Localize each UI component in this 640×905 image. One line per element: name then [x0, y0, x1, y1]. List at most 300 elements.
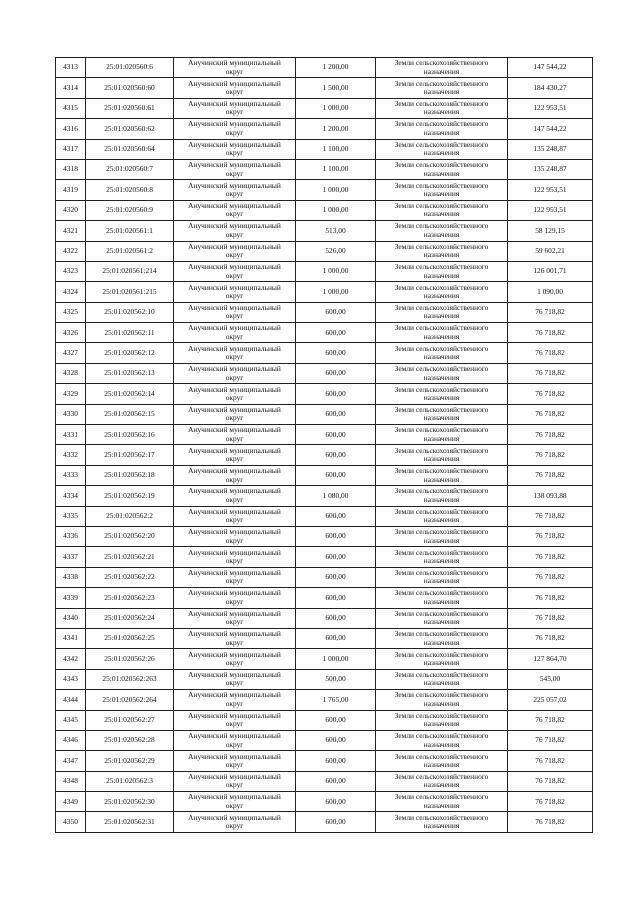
land-category-cell	[376, 241, 508, 261]
municipality-line-1: Анучинский муниципальный	[188, 364, 281, 374]
municipality-line-2: округ	[225, 556, 244, 566]
municipality-cell	[174, 465, 296, 485]
land-category-line-2: назначения	[423, 494, 460, 504]
land-category-cell	[376, 139, 508, 159]
land-category-line-2: назначения	[423, 698, 460, 708]
land-category-cell	[376, 200, 508, 220]
cadastral-value-cell: 122 953,51	[508, 180, 593, 200]
municipality-cell	[174, 751, 296, 771]
row-number-cell: 4326	[56, 323, 86, 343]
land-category-cell	[376, 404, 508, 424]
land-category-line-2: назначения	[423, 556, 460, 566]
land-category-line-1: Земли сельскохозяйственного	[394, 608, 489, 618]
land-category-cell	[376, 363, 508, 383]
municipality-cell	[174, 343, 296, 363]
land-category-cell	[376, 343, 508, 363]
area-cell: 1 100,00	[296, 159, 376, 179]
land-category-cell	[376, 506, 508, 526]
municipality-line-2: округ	[225, 270, 244, 280]
municipality-line-2: округ	[225, 821, 244, 831]
municipality-line-2: округ	[225, 576, 244, 586]
table-row	[56, 465, 593, 485]
cadastral-number-cell: 25:01:020562:20	[86, 526, 174, 546]
row-number-cell: 4331	[56, 425, 86, 445]
cadastral-value-cell: 147 544,22	[508, 58, 593, 78]
municipality-line-1: Анучинский муниципальный	[188, 282, 281, 292]
row-number-cell: 4317	[56, 139, 86, 159]
row-number-cell: 4319	[56, 180, 86, 200]
area-cell: 600,00	[296, 628, 376, 648]
cadastral-value-cell: 76 718,82	[508, 425, 593, 445]
cadastral-number-cell: 25:01:020562:16	[86, 425, 174, 445]
land-category-line-1: Земли сельскохозяйственного	[394, 302, 489, 312]
land-category-line-2: назначения	[423, 474, 460, 484]
area-cell: 600,00	[296, 384, 376, 404]
table-row	[56, 302, 593, 322]
table-row	[56, 486, 593, 506]
municipality-line-2: округ	[225, 698, 244, 708]
land-category-line-1: Земли сельскохозяйственного	[394, 425, 489, 435]
municipality-cell	[174, 628, 296, 648]
row-number-cell: 4335	[56, 506, 86, 526]
municipality-cell	[174, 506, 296, 526]
area-cell: 600,00	[296, 567, 376, 587]
municipality-cell	[174, 608, 296, 628]
cadastral-value-cell: 76 718,82	[508, 812, 593, 832]
area-cell: 1 000,00	[296, 261, 376, 281]
area-cell: 600,00	[296, 812, 376, 832]
land-category-cell	[376, 669, 508, 689]
land-category-cell	[376, 526, 508, 546]
row-number-cell: 4320	[56, 200, 86, 220]
cadastral-number-cell: 25:01:020562:13	[86, 363, 174, 383]
municipality-line-2: округ	[225, 372, 244, 382]
cadastral-value-cell: 76 718,82	[508, 588, 593, 608]
municipality-line-2: округ	[225, 780, 244, 790]
row-number-cell: 4313	[56, 58, 86, 78]
municipality-line-2: округ	[225, 759, 244, 769]
table-row	[56, 730, 593, 750]
land-category-cell	[376, 384, 508, 404]
municipality-line-2: округ	[225, 209, 244, 219]
municipality-line-2: округ	[225, 127, 244, 137]
table-row	[56, 119, 593, 139]
municipality-line-2: округ	[225, 739, 244, 749]
row-number-cell: 4348	[56, 771, 86, 791]
municipality-line-2: округ	[225, 719, 244, 729]
land-category-line-2: назначения	[423, 739, 460, 749]
municipality-cell	[174, 486, 296, 506]
municipality-line-1: Анучинский муниципальный	[188, 629, 281, 639]
land-category-cell	[376, 180, 508, 200]
municipality-cell	[174, 302, 296, 322]
land-category-cell	[376, 649, 508, 669]
cadastral-number-cell: 25:01:020562:27	[86, 710, 174, 730]
municipality-cell	[174, 180, 296, 200]
row-number-cell: 4338	[56, 567, 86, 587]
area-cell: 600,00	[296, 547, 376, 567]
row-number-cell: 4325	[56, 302, 86, 322]
cadastral-number-cell: 25:01:020562:10	[86, 302, 174, 322]
area-cell: 1 200,00	[296, 58, 376, 78]
cadastral-number-cell: 25:01:020562:28	[86, 730, 174, 750]
cadastral-value-cell: 76 718,82	[508, 445, 593, 465]
row-number-cell: 4315	[56, 98, 86, 118]
municipality-line-1: Анучинский муниципальный	[188, 221, 281, 231]
land-category-cell	[376, 221, 508, 241]
municipality-line-1: Анучинский муниципальный	[188, 751, 281, 761]
land-category-line-2: назначения	[423, 780, 460, 790]
municipality-line-1: Анучинский муниципальный	[188, 506, 281, 516]
table-row	[56, 547, 593, 567]
land-category-cell	[376, 792, 508, 812]
land-category-line-1: Земли сельскохозяйственного	[394, 384, 489, 394]
municipality-cell	[174, 221, 296, 241]
land-category-cell	[376, 567, 508, 587]
area-cell: 1 500,00	[296, 78, 376, 98]
municipality-line-1: Анучинский муниципальный	[188, 160, 281, 170]
municipality-cell	[174, 78, 296, 98]
row-number-cell: 4337	[56, 547, 86, 567]
land-category-cell	[376, 547, 508, 567]
land-category-line-1: Земли сельскохозяйственного	[394, 323, 489, 333]
land-category-line-1: Земли сельскохозяйственного	[394, 649, 489, 659]
area-cell: 526,00	[296, 241, 376, 261]
municipality-line-1: Анучинский муниципальный	[188, 323, 281, 333]
area-cell: 600,00	[296, 445, 376, 465]
municipality-line-2: округ	[225, 66, 244, 76]
land-category-cell	[376, 588, 508, 608]
area-cell: 600,00	[296, 323, 376, 343]
cadastral-value-cell: 1 090,00	[508, 282, 593, 302]
municipality-line-2: округ	[225, 168, 244, 178]
cadastral-value-cell: 135 248,87	[508, 139, 593, 159]
table-row	[56, 690, 593, 710]
municipality-line-2: округ	[225, 392, 244, 402]
table-row	[56, 78, 593, 98]
area-cell: 600,00	[296, 588, 376, 608]
cadastral-value-cell: 76 718,82	[508, 710, 593, 730]
row-number-cell: 4323	[56, 261, 86, 281]
row-number-cell: 4336	[56, 526, 86, 546]
land-category-line-1: Земли сельскохозяйственного	[394, 588, 489, 598]
municipality-cell	[174, 547, 296, 567]
cadastral-value-cell: 76 718,82	[508, 302, 593, 322]
table-row	[56, 404, 593, 424]
land-category-line-2: назначения	[423, 658, 460, 668]
cadastral-value-cell: 76 718,82	[508, 751, 593, 771]
land-category-line-1: Земли сельскохозяйственного	[394, 58, 489, 68]
cadastral-value-cell: 76 718,82	[508, 608, 593, 628]
land-category-line-2: назначения	[423, 759, 460, 769]
land-category-line-1: Земли сельскохозяйственного	[394, 282, 489, 292]
area-cell: 600,00	[296, 425, 376, 445]
cadastral-number-cell: 25:01:020562:11	[86, 323, 174, 343]
area-cell: 600,00	[296, 771, 376, 791]
cadastral-value-cell: 76 718,82	[508, 547, 593, 567]
land-category-line-2: назначения	[423, 719, 460, 729]
table-row	[56, 445, 593, 465]
land-category-line-2: назначения	[423, 229, 460, 239]
municipality-cell	[174, 812, 296, 832]
municipality-line-1: Анучинский муниципальный	[188, 404, 281, 414]
area-cell: 1 080,00	[296, 486, 376, 506]
cadastral-number-cell: 25:01:020560:8	[86, 180, 174, 200]
cadastral-value-cell: 76 718,82	[508, 526, 593, 546]
land-category-line-2: назначения	[423, 66, 460, 76]
land-category-line-1: Земли сельскохозяйственного	[394, 690, 489, 700]
row-number-cell: 4334	[56, 486, 86, 506]
land-category-cell	[376, 628, 508, 648]
area-cell: 1 100,00	[296, 139, 376, 159]
row-number-cell: 4332	[56, 445, 86, 465]
cadastral-number-cell: 25:01:020562:19	[86, 486, 174, 506]
municipality-line-2: округ	[225, 229, 244, 239]
municipality-line-1: Анучинский муниципальный	[188, 527, 281, 537]
municipality-line-2: округ	[225, 617, 244, 627]
land-category-cell	[376, 465, 508, 485]
cadastral-value-cell: 122 953,51	[508, 98, 593, 118]
row-number-cell: 4347	[56, 751, 86, 771]
document-page	[55, 57, 592, 833]
area-cell: 1 200,00	[296, 119, 376, 139]
table-row	[56, 628, 593, 648]
cadastral-number-cell: 25:01:020562:3	[86, 771, 174, 791]
municipality-cell	[174, 323, 296, 343]
land-category-line-2: назначения	[423, 250, 460, 260]
cadastral-number-cell: 25:01:020562:14	[86, 384, 174, 404]
land-category-line-1: Земли сельскохозяйственного	[394, 792, 489, 802]
land-category-line-1: Земли сельскохозяйственного	[394, 78, 489, 88]
municipality-cell	[174, 384, 296, 404]
land-category-line-2: назначения	[423, 515, 460, 525]
municipality-cell	[174, 200, 296, 220]
table-row	[56, 159, 593, 179]
municipality-line-1: Анучинский муниципальный	[188, 425, 281, 435]
land-category-line-2: назначения	[423, 168, 460, 178]
cadastral-number-cell: 25:01:020562:21	[86, 547, 174, 567]
municipality-line-1: Анучинский муниципальный	[188, 670, 281, 679]
municipality-line-1: Анучинский муниципальный	[188, 139, 281, 149]
row-number-cell: 4350	[56, 812, 86, 832]
area-cell: 1 000,00	[296, 98, 376, 118]
table-row	[56, 771, 593, 791]
municipality-line-2: округ	[225, 535, 244, 545]
municipality-line-1: Анучинский муниципальный	[188, 343, 281, 353]
cadastral-value-cell: 58 129,15	[508, 221, 593, 241]
cadastral-value-cell: 76 718,82	[508, 506, 593, 526]
cadastral-value-cell: 147 544,22	[508, 119, 593, 139]
cadastral-value-cell: 122 953,51	[508, 200, 593, 220]
land-category-cell	[376, 282, 508, 302]
land-category-line-2: назначения	[423, 107, 460, 117]
area-cell: 1 765,00	[296, 690, 376, 710]
row-number-cell: 4349	[56, 792, 86, 812]
land-category-line-1: Земли сельскохозяйственного	[394, 771, 489, 781]
land-category-line-1: Земли сельскохозяйственного	[394, 445, 489, 455]
cadastral-value-cell: 59 602,21	[508, 241, 593, 261]
cadastral-value-cell: 138 093,88	[508, 486, 593, 506]
municipality-line-1: Анучинский муниципальный	[188, 302, 281, 312]
land-category-line-1: Земли сельскохозяйственного	[394, 343, 489, 353]
cadastral-value-cell: 76 718,82	[508, 343, 593, 363]
area-cell: 600,00	[296, 506, 376, 526]
cadastral-number-cell: 25:01:020562:30	[86, 792, 174, 812]
municipality-line-2: округ	[225, 596, 244, 606]
row-number-cell: 4327	[56, 343, 86, 363]
cadastral-number-cell: 25:01:020560:60	[86, 78, 174, 98]
municipality-line-2: округ	[225, 637, 244, 647]
municipality-line-2: округ	[225, 800, 244, 810]
municipality-cell	[174, 649, 296, 669]
land-category-line-1: Земли сельскохозяйственного	[394, 180, 489, 190]
table-row	[56, 567, 593, 587]
land-category-line-2: назначения	[423, 454, 460, 464]
land-category-cell	[376, 445, 508, 465]
table-row	[56, 139, 593, 159]
municipality-cell	[174, 526, 296, 546]
land-category-line-2: назначения	[423, 148, 460, 158]
table-row	[56, 506, 593, 526]
table-row	[56, 608, 593, 628]
land-category-cell	[376, 78, 508, 98]
row-number-cell: 4316	[56, 119, 86, 139]
municipality-cell	[174, 445, 296, 465]
municipality-line-1: Анучинский муниципальный	[188, 241, 281, 251]
land-category-cell	[376, 98, 508, 118]
land-category-line-1: Земли сельскохозяйственного	[394, 119, 489, 129]
municipality-line-1: Анучинский муниципальный	[188, 690, 281, 700]
municipality-cell	[174, 363, 296, 383]
municipality-cell	[174, 58, 296, 78]
municipality-cell	[174, 710, 296, 730]
area-cell: 1 000,00	[296, 649, 376, 669]
land-category-line-1: Земли сельскохозяйственного	[394, 506, 489, 516]
municipality-line-1: Анучинский муниципальный	[188, 384, 281, 394]
municipality-line-2: округ	[225, 331, 244, 341]
land-category-line-2: назначения	[423, 413, 460, 423]
area-cell: 1 000,00	[296, 282, 376, 302]
table-row	[56, 200, 593, 220]
municipality-line-2: округ	[225, 433, 244, 443]
land-category-cell	[376, 119, 508, 139]
municipality-line-1: Анучинский муниципальный	[188, 99, 281, 109]
cadastral-value-cell: 76 718,82	[508, 792, 593, 812]
table-row	[56, 588, 593, 608]
municipality-line-2: округ	[225, 352, 244, 362]
land-category-line-2: назначения	[423, 678, 460, 688]
land-category-line-2: назначения	[423, 800, 460, 810]
land-category-line-1: Земли сельскохозяйственного	[394, 466, 489, 476]
land-category-line-1: Земли сельскохозяйственного	[394, 812, 489, 822]
land-category-cell	[376, 710, 508, 730]
land-category-line-2: назначения	[423, 87, 460, 97]
cadastral-value-cell: 76 718,82	[508, 628, 593, 648]
cadastral-number-cell: 25:01:020562:25	[86, 628, 174, 648]
cadastral-number-cell: 25:01:020561:1	[86, 221, 174, 241]
municipality-cell	[174, 567, 296, 587]
cadastral-number-cell: 25:01:020560:61	[86, 98, 174, 118]
row-number-cell: 4342	[56, 649, 86, 669]
land-category-line-2: назначения	[423, 127, 460, 137]
land-category-cell	[376, 302, 508, 322]
municipality-cell	[174, 669, 296, 689]
table-body	[56, 58, 593, 833]
table-row	[56, 98, 593, 118]
row-number-cell: 4324	[56, 282, 86, 302]
land-category-cell	[376, 323, 508, 343]
municipality-cell	[174, 261, 296, 281]
municipality-line-1: Анучинский муниципальный	[188, 78, 281, 88]
area-cell: 600,00	[296, 343, 376, 363]
table-row	[56, 812, 593, 832]
table-row	[56, 649, 593, 669]
land-category-line-1: Земли сельскохозяйственного	[394, 486, 489, 496]
land-category-line-2: назначения	[423, 311, 460, 321]
municipality-cell	[174, 730, 296, 750]
municipality-line-1: Анучинский муниципальный	[188, 812, 281, 822]
row-number-cell: 4322	[56, 241, 86, 261]
municipality-line-1: Анучинский муниципальный	[188, 486, 281, 496]
municipality-line-2: округ	[225, 413, 244, 423]
municipality-line-1: Анучинский муниципальный	[188, 58, 281, 68]
cadastral-number-cell: 25:01:020562:15	[86, 404, 174, 424]
land-plots-table	[55, 57, 593, 833]
land-category-line-1: Земли сельскохозяйственного	[394, 364, 489, 374]
area-cell: 500,00	[296, 669, 376, 689]
municipality-line-1: Анучинский муниципальный	[188, 588, 281, 598]
municipality-line-1: Анучинский муниципальный	[188, 262, 281, 272]
land-category-line-2: назначения	[423, 270, 460, 280]
land-category-line-1: Земли сельскохозяйственного	[394, 99, 489, 109]
land-category-line-2: назначения	[423, 617, 460, 627]
land-category-cell	[376, 690, 508, 710]
land-category-line-1: Земли сельскохозяйственного	[394, 568, 489, 578]
area-cell: 600,00	[296, 730, 376, 750]
land-category-line-1: Земли сельскохозяйственного	[394, 710, 489, 720]
table-row	[56, 221, 593, 241]
cadastral-number-cell: 25:01:020560:62	[86, 119, 174, 139]
table-row	[56, 282, 593, 302]
cadastral-number-cell: 25:01:020562:31	[86, 812, 174, 832]
cadastral-number-cell: 25:01:020562:2	[86, 506, 174, 526]
land-category-line-2: назначения	[423, 821, 460, 831]
table-row	[56, 384, 593, 404]
land-category-line-2: назначения	[423, 209, 460, 219]
area-cell: 600,00	[296, 302, 376, 322]
row-number-cell: 4333	[56, 465, 86, 485]
municipality-line-2: округ	[225, 290, 244, 300]
land-category-line-1: Земли сельскохозяйственного	[394, 201, 489, 211]
municipality-line-1: Анучинский муниципальный	[188, 792, 281, 802]
cadastral-number-cell: 25:01:020560:6	[86, 58, 174, 78]
municipality-line-2: округ	[225, 454, 244, 464]
land-category-cell	[376, 58, 508, 78]
municipality-cell	[174, 425, 296, 445]
cadastral-number-cell: 25:01:020562:23	[86, 588, 174, 608]
cadastral-number-cell: 25:01:020562:17	[86, 445, 174, 465]
cadastral-number-cell: 25:01:020562:29	[86, 751, 174, 771]
area-cell: 600,00	[296, 751, 376, 771]
row-number-cell: 4329	[56, 384, 86, 404]
cadastral-number-cell: 25:01:020562:264	[86, 690, 174, 710]
cadastral-value-cell: 76 718,82	[508, 323, 593, 343]
area-cell: 1 000,00	[296, 200, 376, 220]
cadastral-value-cell: 127 864,70	[508, 649, 593, 669]
table-row	[56, 710, 593, 730]
table-row	[56, 180, 593, 200]
cadastral-value-cell: 225 057,02	[508, 690, 593, 710]
